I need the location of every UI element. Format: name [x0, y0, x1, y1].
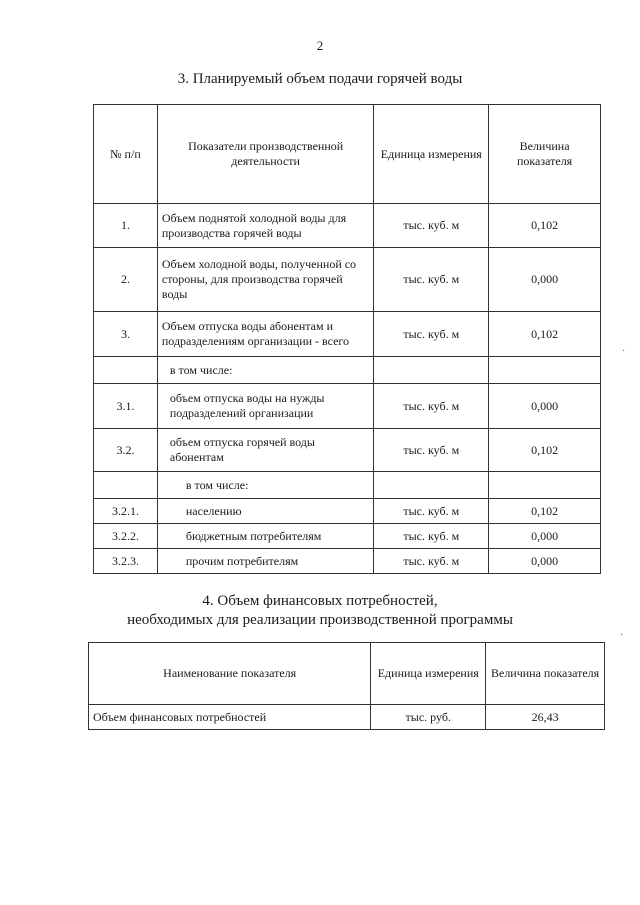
row-name: Объем поднятой холодной воды для производства горячей воды — [157, 204, 374, 248]
table-row — [94, 312, 601, 357]
row-num: 3.1. — [94, 384, 158, 429]
row-name: объем отпуска горячей воды абонентам — [157, 429, 374, 472]
scan-mark: · — [622, 346, 626, 357]
section-3-title: 3. Планируемый объем подачи горячей воды — [177, 71, 463, 87]
row-unit: тыс. куб. м — [374, 312, 489, 357]
header-indicator: Показатели производственной деятельности — [157, 105, 374, 204]
row-name: в том числе: — [157, 472, 374, 499]
row-num: 3.2.1. — [94, 499, 158, 524]
row-unit: тыс. куб. м — [374, 384, 489, 429]
row-name: Объем отпуска воды абонентам и подразделениям организации - всего — [157, 312, 374, 357]
row-num: 3. — [94, 312, 158, 357]
row-value: 26,43 — [486, 705, 605, 730]
row-value: 0,000 — [489, 524, 601, 549]
row-value — [489, 472, 601, 499]
table-header-row — [94, 105, 601, 204]
row-num — [94, 472, 158, 499]
table-row — [94, 499, 601, 524]
header-unit: Единица измерения — [371, 643, 486, 705]
row-num — [94, 357, 158, 384]
section-4-title-line2: необходимых для реализации производственной программы — [127, 612, 513, 628]
financial-needs-table — [88, 642, 605, 730]
row-unit: тыс. куб. м — [374, 204, 489, 248]
row-unit: тыс. куб. м — [374, 499, 489, 524]
row-num: 2. — [94, 248, 158, 312]
table-row — [94, 429, 601, 472]
row-num: 3.2.3. — [94, 549, 158, 574]
page-number: 2 — [316, 38, 324, 53]
row-unit — [374, 357, 489, 384]
row-num: 3.2. — [94, 429, 158, 472]
row-unit: тыс. руб. — [371, 705, 486, 730]
row-value — [489, 357, 601, 384]
header-value: Величина показателя — [486, 643, 605, 705]
row-num: 1. — [94, 204, 158, 248]
row-value: 0,102 — [489, 312, 601, 357]
table-header-row — [89, 643, 605, 705]
header-value: Величина показателя — [489, 105, 601, 204]
row-name: объем отпуска воды на нужды подразделений организации — [157, 384, 374, 429]
row-unit: тыс. куб. м — [374, 429, 489, 472]
header-unit: Единица измерения — [374, 105, 489, 204]
row-unit: тыс. куб. м — [374, 248, 489, 312]
header-name: Наименование показателя — [89, 643, 371, 705]
row-name: населению — [157, 499, 374, 524]
row-value: 0,102 — [489, 204, 601, 248]
row-unit: тыс. куб. м — [374, 524, 489, 549]
row-value: 0,000 — [489, 549, 601, 574]
table-row — [94, 357, 601, 384]
row-name: Объем холодной воды, полученной со стороны, для производства горячей воды — [157, 248, 374, 312]
row-name: Объем финансовых потребностей — [89, 705, 371, 730]
row-value: 0,102 — [489, 499, 601, 524]
water-supply-table — [93, 104, 601, 574]
table-row — [94, 248, 601, 312]
row-name: в том числе: — [157, 357, 374, 384]
scan-mark: · — [620, 630, 624, 641]
row-unit: тыс. куб. м — [374, 549, 489, 574]
section-4-title-line1: 4. Объем финансовых потребностей, — [202, 593, 438, 609]
header-num: № п/п — [94, 105, 158, 204]
table-row — [94, 204, 601, 248]
row-name: прочим потребителям — [157, 549, 374, 574]
row-value: 0,000 — [489, 384, 601, 429]
table-row — [94, 524, 601, 549]
table-row — [89, 705, 605, 730]
row-value: 0,000 — [489, 248, 601, 312]
table-row — [94, 472, 601, 499]
row-unit — [374, 472, 489, 499]
row-name: бюджетным потребителям — [157, 524, 374, 549]
row-value: 0,102 — [489, 429, 601, 472]
row-num: 3.2.2. — [94, 524, 158, 549]
table-row — [94, 549, 601, 574]
table-row — [94, 384, 601, 429]
